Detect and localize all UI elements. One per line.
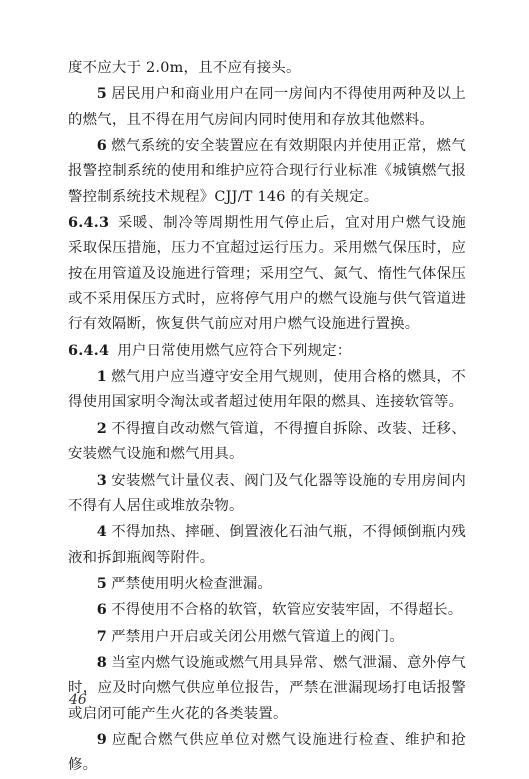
- item-number: 8: [96, 653, 108, 671]
- item-number: 5: [96, 85, 108, 103]
- item-number: 4: [96, 523, 108, 541]
- item-text: 燃气用户应当遵守安全用气规则，使用合格的燃具，不得使用国家明令淘汰或者超过使用年限的燃具、连接软管等。: [68, 369, 466, 411]
- list-item: [68, 727, 466, 779]
- item-text: 应配合燃气供应单位对燃气设施进行检查、维护和抢修。: [68, 731, 466, 774]
- item-number: 2: [96, 419, 108, 437]
- clause-text: 用户日常使用燃气应符合下列规定：: [117, 342, 352, 359]
- item-number: 6: [96, 137, 108, 155]
- item-text: 安装燃气计量仪表、阀门及气化器等设施的专用房间内不得有人居住或堆放杂物。: [68, 472, 466, 514]
- clause: [68, 210, 466, 338]
- item-text: 严禁使用明火检查泄漏。: [111, 575, 273, 592]
- item-text: 居民用户和商业用户在同一房间内不得使用两种及以上的燃气，且不得在用气房间内同时使用和存放其他燃料。: [68, 86, 466, 128]
- list-item: [68, 650, 466, 727]
- body-text: [68, 56, 466, 779]
- item-text: 燃气系统的安全装置应在有效期限内并使用正常，燃气报警控制系统的使用和维护应符合现行行业标准《城镇燃气报警控制系统技术规程》CJJ/T 146 的有关规定。: [68, 138, 466, 205]
- page-number: 46: [69, 692, 87, 708]
- item-text: 严禁用户开启或关闭公用燃气管道上的阀门。: [111, 628, 404, 645]
- item-number: 1: [96, 368, 108, 386]
- item-number: 3: [96, 471, 108, 489]
- list-item: [68, 597, 466, 623]
- list-item: [68, 416, 466, 468]
- list-item: [68, 133, 466, 210]
- clause-number: 6.4.3: [68, 214, 110, 232]
- item-number: 9: [96, 730, 108, 748]
- clause-number: 6.4.4: [68, 341, 110, 359]
- item-text: 不得使用不合格的软管，软管应安装牢固，不得超长。: [111, 602, 463, 619]
- item-number: 7: [96, 627, 108, 645]
- paragraph-text: 度不应大于 2.0m，且不应有接头。: [68, 60, 301, 76]
- item-number: 5: [96, 574, 108, 592]
- list-item: [68, 519, 466, 571]
- clause-text: 采暖、制冷等周期性用气停止后，宜对用户燃气设施采取保压措施，压力不宜超过运行压力。采用燃气保压时，应按在用管道及设施进行管理；采用空气、氮气、惰性气体保压或不采用保压方式时，应将停气用户的燃气设施与供气管道进行有效隔断，恢复供气前应对用户燃气设施进行置换。: [68, 215, 466, 333]
- list-item: [68, 624, 466, 650]
- list-item: [68, 81, 466, 133]
- clause: [68, 338, 466, 364]
- item-text: 当室内燃气设施或燃气用具异常、燃气泄漏、意外停气时，应及时向燃气供应单位报告，严禁在泄漏现场打电话报警或启闭可能产生火花的各类装置。: [68, 654, 466, 722]
- list-item: [68, 468, 466, 520]
- list-item: [68, 364, 466, 416]
- item-text: 不得擅自改动燃气管道，不得擅自拆除、改装、迁移、安装燃气设施和燃气用具。: [68, 420, 466, 463]
- item-text: 不得加热、摔砸、倒置液化石油气瓶，不得倾倒瓶内残液和拆卸瓶阀等附件。: [68, 524, 466, 566]
- paragraph-continuation: [68, 56, 466, 81]
- list-item: [68, 571, 466, 597]
- item-number: 6: [96, 601, 108, 619]
